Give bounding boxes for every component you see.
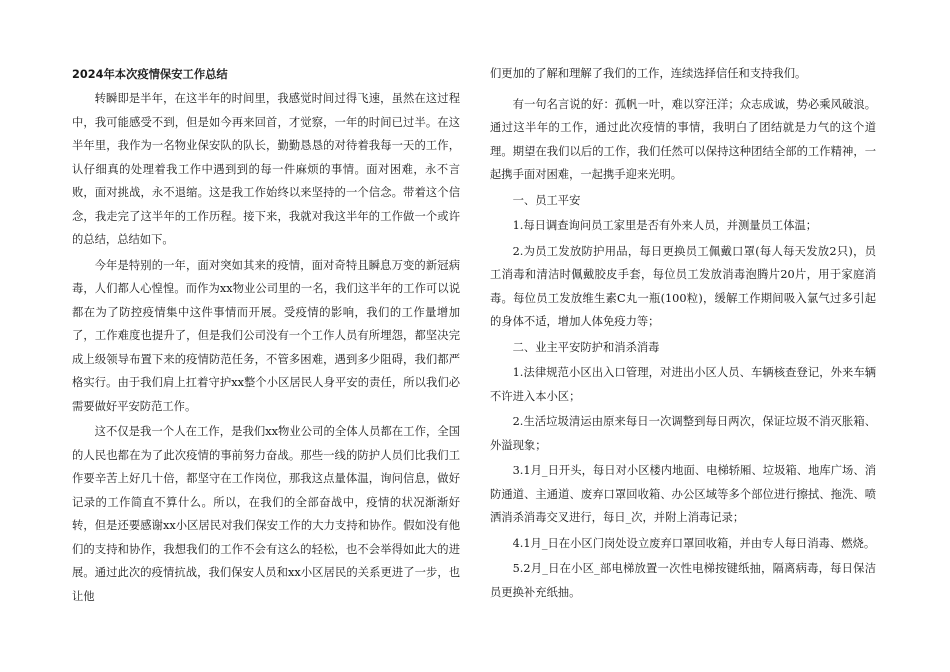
list-item-owner-1: 1.法律规范小区出入口管理，对进出小区人员、车辆核查登记，外来车辆不许进入本小区； [490,366,876,403]
list-item-owner-4: 4.1月_日在小区门岗处设立废弃口罩回收箱，并由专人每日消毒、燃烧。 [512,536,876,550]
list-item-staff-1: 1.每日调查询问员工家里是否有外来人员，并测量员工体温； [512,219,818,232]
paragraph-intro: 转瞬即是半年，在这半年的时间里，我感觉时间过得飞速，虽然在这过程中，我可能感受不到，但是如今再来回首，才觉察，一年的时间已过半。在这半年里，我作为一名物业保安队的队长，勤勤恳恳的对待着我每一天的工作，认仔细真的处理着我工作中遇到到的每一件麻烦的事情。面对困难，永不言败，面对挑战，永不退缩。这是我工作始终以来坚持的一个信念。带着这个信念，我走完了这半年的工作历程。接下来，我就对我这半年的工作做一个或许的总结，总结如下。 [72,92,460,246]
paragraph-teamwork: 这不仅是我一个人在工作，是我们xx物业公司的全体人员都在工作，全国的人民也都在为了此次疫情的事前努力奋战。那些一线的防护人员们比我们工作要辛苦上好几十倍，都坚守在工作岗位，那我这点量体温，询问信息，做好记录的工作简直不算什么。所以，在我们的全部奋战中，疫情的状况渐渐好转，但是还要感谢xx小区居民对我们保安工作的大力支持和协作。假如没有他们的支持和协作，我想我们的工作不会有这么的轻松，也不会举得如此大的进展。通过此次的疫情抗战，我们保安人员和xx小区居民的关系更进了一步，也让他 [72,425,460,603]
list-item-owner-2: 2.生活垃圾清运由原来每日一次调整到每日两次，保证垃圾不消灭胀箱、外溢现象； [490,415,876,452]
section-heading-owner-safety: 二、业主平安防护和消杀消毒 [512,340,660,354]
document-title: 2024年本次疫情保安工作总结 [72,68,228,81]
paragraph-continuation: 们更加的了解和理解了我们的工作，连续选择信任和支持我们。 [490,67,807,80]
list-item-owner-5: 5.2月_日在小区_部电梯放置一次性电梯按键纸抽，隔离病毒，每日保洁员更换补充纸抽。 [490,562,876,599]
right-column [490,62,876,604]
section-heading-staff-safety: 一、员工平安 [512,193,581,207]
paragraph-epidemic: 今年是特别的一年，面对突如其来的疫情，面对奇特且瞬息万变的新冠病毒，人们都人心惶惶。而作为xx物业公司里的一名，我们这半年的工作可以说都在为了防控疫情集中这件事情而开展。受疫情的影响，我们的工作量增加了，工作难度也提升了，但是我们公司没有一个工作人员有所埋怨，都坚决完成上级领导布置下来的疫情防范任务，不管多困难，遇到多少阻碍，我们都严格实行。由于我们肩上扛着守护xx整个小区居民人身平安的责任，所以我们必需要做好平安防范工作。 [72,258,460,413]
list-item-staff-2: 2.为员工发放防护用品，每日更换员工佩戴口罩(每人每天发放2只)，员工消毒和清洁时佩戴胶皮手套，每位员工发放消毒泡腾片20片，用于家庭消毒。每位员工发放维生素C丸一瓶(100粒)，缓解工作期间吸入氯气过多引起的身体不适，增加人体免疫力等； [490,244,876,328]
list-item-owner-3: 3.1月_日开头，每日对小区楼内地面、电梯轿厢、垃圾箱、地库广场、消防通道、主通道、废弃口罩回收箱、办公区域等多个部位进行擦拭、拖洗、喷洒消杀消毒交叉进行，每日_次，并附上消毒记录； [490,464,876,524]
left-column [72,63,460,608]
paragraph-quote: 有一句名言说的好：孤帆一叶，难以穿汪洋；众志成诚，势必乘风破浪。通过这半年的工作，通过此次疫情的事情，我明白了团结就是力气的这个道理。期望在我们以后的工作，我们任然可以保持这种团结全部的工作精神，一起携手面对困难，一起携手迎来光明。 [490,97,876,181]
